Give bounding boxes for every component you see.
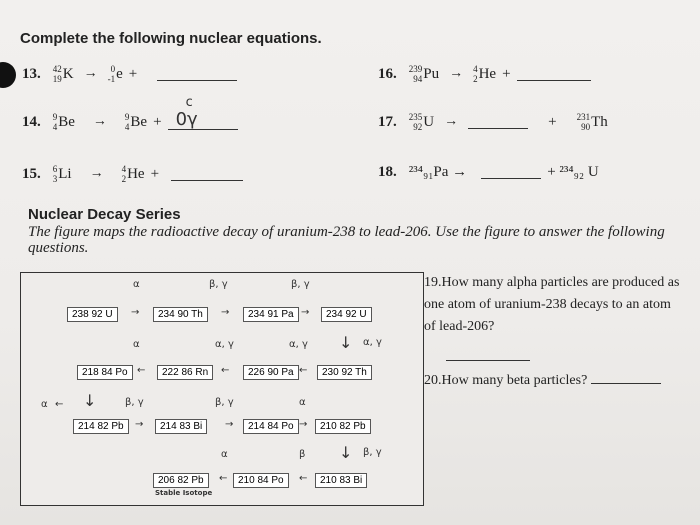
right-arrow-icon: → [225, 419, 234, 430]
down-arrow-icon: ↓ [339, 443, 353, 462]
equation-13: 13. 42 19 K → 0 -1 e + [22, 64, 237, 84]
nuclide-chip: 210 83 Bi [315, 473, 367, 488]
right-arrow-icon: → [135, 419, 144, 430]
equation-16: 16. 239 94 Pu → 4 2 He + [378, 64, 591, 84]
nuclide: 9 4 Be [52, 112, 75, 132]
nuclide-chip: 234 90 Th [153, 307, 208, 322]
decay-series-title: Nuclear Decay Series [28, 206, 181, 223]
answer-blank[interactable] [446, 360, 530, 361]
right-arrow-icon: → [221, 307, 230, 318]
question-20: 20.How many beta particles? [424, 370, 661, 392]
answer-blank[interactable] [171, 168, 243, 181]
nuclide-chip: 206 82 Pb [153, 473, 209, 488]
nuclide: 239 94 Pu [408, 64, 440, 84]
nuclide: 231 90 Th [576, 112, 608, 132]
nuclide-chip: 210 84 Po [233, 473, 289, 488]
down-arrow-icon: ↓ [339, 333, 353, 352]
nuclide-chip: 222 86 Rn [157, 365, 213, 380]
answer-blank[interactable] [517, 68, 591, 81]
nuclide-chip: 226 90 Pa [243, 365, 299, 380]
nuclide-chip: 214 82 Pb [73, 419, 129, 434]
left-arrow-icon: ← [299, 365, 308, 376]
left-arrow-icon: ← [55, 399, 64, 410]
page-title: Complete the following nuclear equations. [20, 30, 322, 47]
handwritten-mark: c [185, 94, 193, 110]
question-19: 19.How many alpha particles are produced as one atom of uranium-238 decays to an atom of lead-206? [424, 275, 680, 334]
nuclide: 235 92 U [408, 112, 435, 132]
left-arrow-icon: ← [221, 365, 230, 376]
equation-14: 14. 9 4 Be → 9 4 Be + c 0γ [22, 112, 238, 132]
down-arrow-icon: ↓ [83, 391, 97, 410]
nuclide: 6 3 Li [52, 164, 72, 184]
left-arrow-icon: ← [299, 473, 308, 484]
nuclide-chip: 210 82 Pb [315, 419, 371, 434]
decay-series-figure: 238 92 U 234 90 Th 234 91 Pa 234 92 U α β, γ β, γ → → → ↓ α, γ 218 84 Po 222 86 Rn 226 90 Pa 230 92 Th α α, γ α, γ ← ← ← α ← ↓ β, γ β, γ α 214 82 Pb 214 83 Bi 214 84 Po 210 82 Pb → → → ↓ β, γ α β 206 82 Pb 210 84 Po 210 83 Bi ← ← Stable Isotope [20, 272, 424, 506]
right-arrow-icon: → [301, 307, 310, 318]
left-arrow-icon: ← [137, 365, 146, 376]
decay-series-intro: The figure maps the radioactive decay of uranium-238 to lead-206. Use the figure to answer the following questions. [28, 224, 665, 256]
handwritten-answer: 0γ [175, 108, 198, 130]
nuclide: 9 4 Be [124, 112, 148, 132]
equation-18: 18. ²³⁴₉₁Pa → + ²³⁴₉₂ U [378, 164, 599, 180]
nuclide-chip: 218 84 Po [77, 365, 133, 380]
nuclide-chip: 214 84 Po [243, 419, 299, 434]
right-arrow-icon: → [131, 307, 140, 318]
nuclide: 0 -1 e [107, 64, 123, 84]
answer-blank[interactable] [468, 116, 528, 129]
nuclide-chip: 238 92 U [67, 307, 118, 322]
nuclide-chip: 234 92 U [321, 307, 372, 322]
answer-blank[interactable] [481, 166, 541, 179]
stable-isotope-label: Stable Isotope [155, 489, 213, 497]
left-arrow-icon: ← [219, 473, 228, 484]
equation-15: 15. 6 3 Li → 4 2 He + [22, 164, 243, 184]
nuclide-chip: 234 91 Pa [243, 307, 299, 322]
answer-blank[interactable] [157, 68, 237, 81]
nuclide: 4 2 He [473, 64, 497, 84]
nuclide: 4 2 He [121, 164, 145, 184]
right-arrow-icon: → [299, 419, 308, 430]
answer-blank[interactable] [168, 94, 238, 130]
nuclide-chip: 214 83 Bi [155, 419, 207, 434]
equation-17: 17. 235 92 U → + 231 90 Th [378, 112, 608, 132]
nuclide: 42 19 K [52, 64, 74, 84]
punch-hole [0, 62, 16, 88]
nuclide-chip: 230 92 Th [317, 365, 372, 380]
answer-blank[interactable] [591, 371, 661, 384]
